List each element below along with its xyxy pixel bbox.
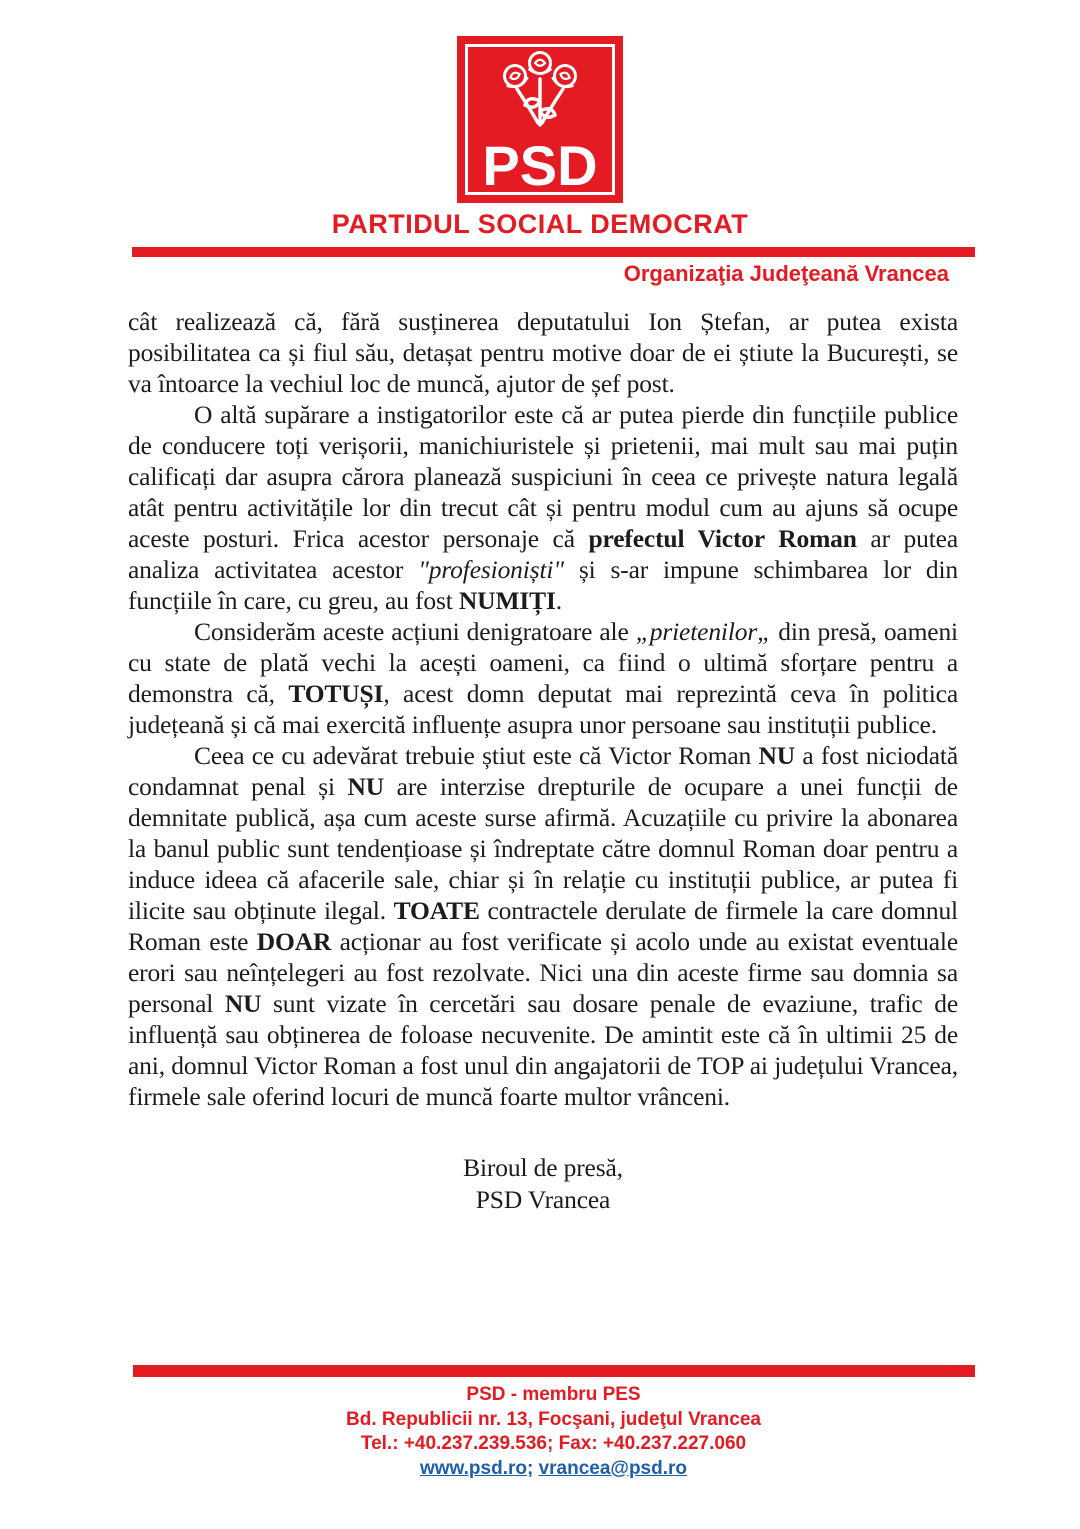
- psd-logo: [457, 36, 623, 203]
- email-link[interactable]: vrancea@psd.ro: [538, 1457, 687, 1479]
- body-paragraph: cât realizează că, fără susținerea deputatului Ion Ștefan, ar putea exista posibilitatea ca și fiul său, detașat pentru motive doar de ei știute la București, se va întoarce la vechiul loc de muncă, ajutor de șef post.: [128, 307, 958, 398]
- header-rule: [132, 247, 975, 257]
- footer-address: Bd. Republicii nr. 13, Focşani, judeţul Vrancea: [346, 1408, 761, 1430]
- website-link[interactable]: www.psd.ro: [420, 1457, 527, 1479]
- organization-name: Organizaţia Judeţeană Vrancea: [623, 261, 949, 286]
- footer-phone-fax: Tel.: +40.237.239.536; Fax: +40.237.227.060: [360, 1433, 747, 1454]
- body-paragraph: Ceea ce cu adevărat trebuie știut este că Victor Roman NU a fost niciodată condamnat penal și NU are interzise drepturile de ocupare a unei funcții de demnitate publică, așa cum aceste surse afirmă. Acuzațiile cu privire la abonarea la banul public sunt tendențioase și îndreptate către domnul Roman doar pentru a induce ideea că afacerile sale, chiar și în relație cu instituții publice, ar putea fi ilicite sau obținute ilegal. TOATE contractele derulate de firmele la care domnul Roman este DOAR acționar au fost verificate și acolo unde au existat eventuale erori sau neînțelegeri au fost rezolvate. Nici una din aceste firme sau domnia sa personal NU sunt vizate în cercetări sau dosare penale de evaziune, trafic de influență sau obținerea de foloase necuvenite. De amintit este că în ultimii 25 de ani, domnul Victor Roman a fost unul din angajatorii de TOP ai județului Vrancea, firmele sale oferind locuri de muncă foarte multor vrânceni.: [128, 741, 959, 1111]
- link-separator: ;: [526, 1457, 539, 1479]
- signature-line-1: Biroul de presă,: [463, 1153, 623, 1182]
- signature-block: [128, 1152, 958, 1216]
- footer: [132, 1383, 975, 1481]
- body-text: [128, 306, 958, 1216]
- signature-line-2: PSD Vrancea: [475, 1185, 611, 1214]
- roses-icon: [492, 49, 588, 131]
- footer-links: [132, 1457, 975, 1482]
- footer-rule: [133, 1365, 975, 1377]
- body-paragraph: Considerăm aceste acțiuni denigratoare ale „prietenilor„ din presă, oameni cu state de plată vechi la acești oameni, ca fiind o ultimă sforțare pentru a demonstra că, TOTUȘI, acest domn deputat mai reprezintă ceva în politica județeană și că mai exercită influențe asupra unor persoane sau instituții publice.: [128, 617, 959, 739]
- party-name-heading: PARTIDUL SOCIAL DEMOCRAT: [331, 209, 749, 239]
- logo-label: PSD: [482, 134, 598, 197]
- body-paragraph: O altă supărare a instigatorilor este că ar putea pierde din funcțiile publice de conducere toți verișorii, manichiuristele și prietenii, mai mult sau mai puțin calificați dar asupra cărora planează suspiciuni în ceea ce privește natura legală atât pentru activitățile lor din trecut cât și pentru modul cum au ajuns să ocupe aceste posturi. Frica acestor personaje că prefectul Victor Roman ar putea analiza activitatea acestor "profesioniști" și s-ar impune schimbarea lor din funcțiile în care, cu greu, au fost NUMIȚI.: [128, 400, 958, 615]
- footer-membership: PSD - membru PES: [466, 1384, 641, 1405]
